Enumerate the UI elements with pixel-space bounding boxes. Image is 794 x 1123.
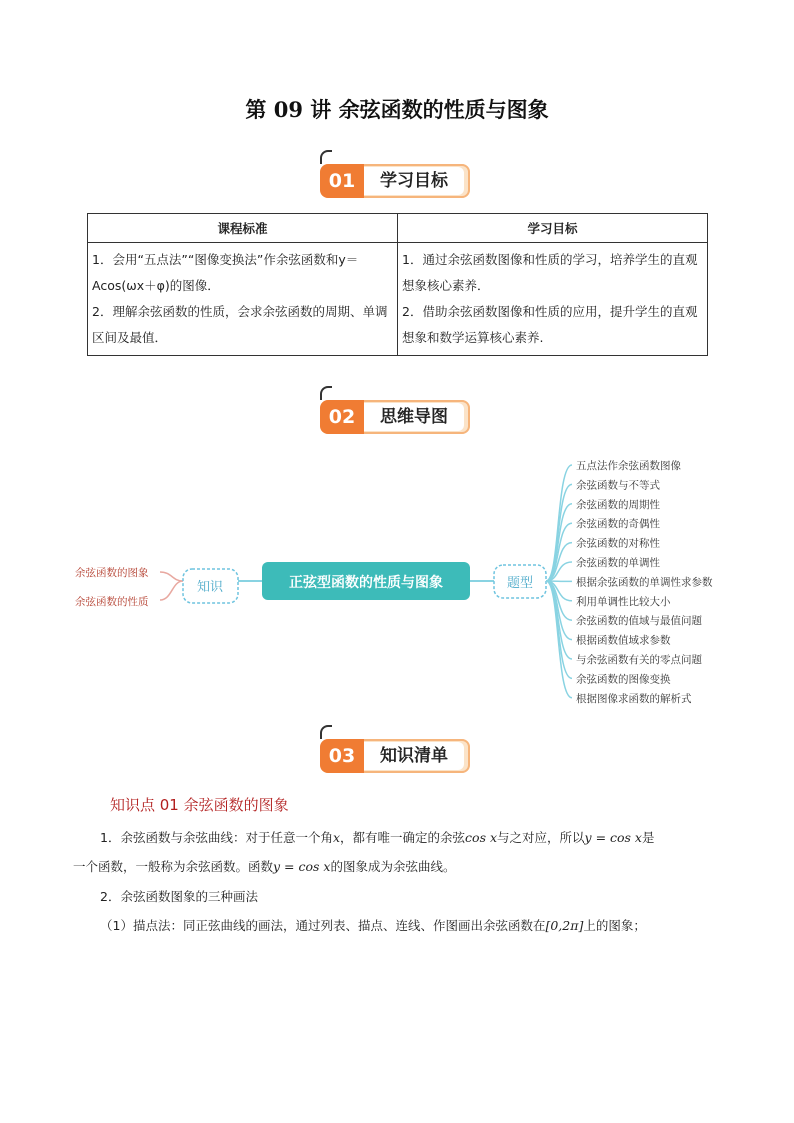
math-expr: cos x	[465, 830, 498, 845]
standard-item: 1．会用“五点法”“图像变换法”作余弦函数和y＝Acos(ωx＋φ)的图像．	[92, 252, 359, 293]
standard-item: 2．理解余弦函数的性质，会求余弦函数的周期、单调区间及最值．	[92, 304, 388, 345]
hook-icon	[320, 725, 332, 739]
mindmap-right-item: 余弦函数的图像变换	[576, 673, 671, 686]
paragraph-1-line-2	[73, 852, 713, 882]
mindmap-right-item: 与余弦函数有关的零点问题	[576, 654, 702, 666]
paragraph-1-line-1	[100, 823, 730, 853]
paragraph-2: 2．余弦函数图象的三种画法	[100, 889, 258, 904]
knowledge-point-title: 知识点 01 余弦函数的图象	[110, 796, 289, 814]
mindmap-right-item: 根据余弦函数的单调性求参数	[576, 576, 713, 589]
mindmap-right-item: 余弦函数的值域与最值问题	[576, 615, 702, 628]
goal-item: 1．通过余弦函数图像和性质的学习，培养学生的直观想象核心素养．	[402, 252, 698, 293]
table-cell-standards	[88, 243, 398, 356]
table-header: 课程标准	[88, 214, 398, 243]
mindmap-left-item: 余弦函数的性质	[75, 596, 149, 608]
mindmap-right-item: 余弦函数的周期性	[576, 498, 660, 511]
hook-icon	[320, 386, 332, 400]
goal-item: 2．借助余弦函数图像和性质的应用，提升学生的直观想象和数学运算核心素养.	[402, 304, 698, 345]
text: （1）描点法：同正弦曲线的画法，通过列表、描点、连线、作图画出余弦函数在	[100, 918, 546, 933]
section-number: 03	[320, 739, 364, 773]
section-label: 思维导图	[364, 403, 464, 431]
table-header: 学习目标	[398, 214, 708, 243]
text: 的图象成为余弦曲线。	[330, 859, 456, 874]
math-expr: y = cos x	[584, 830, 642, 845]
table-cell-goals	[398, 243, 708, 356]
mindmap-left-item: 余弦函数的图象	[75, 567, 149, 579]
section-badge-01	[320, 150, 472, 198]
goals-table	[87, 213, 708, 356]
text: 是	[641, 830, 655, 845]
mindmap-center: 正弦型函数的性质与图象	[289, 575, 443, 591]
section-number: 02	[320, 400, 364, 434]
mindmap-right-item: 余弦函数与不等式	[576, 479, 660, 492]
mindmap-right-item: 利用单调性比较大小	[576, 595, 671, 608]
mindmap-right-item: 余弦函数的对称性	[576, 537, 660, 550]
text: 1．余弦函数与余弦曲线：对于任意一个角	[100, 830, 333, 845]
mindmap-left-node: 知识	[196, 580, 224, 595]
math-expr: [0,2π]	[545, 918, 584, 933]
page-title: 第 09 讲 余弦函数的性质与图象	[245, 97, 549, 122]
math-var: x	[332, 830, 341, 845]
mindmap-right-item: 五点法作余弦函数图像	[576, 460, 681, 472]
mindmap-right-item: 根据图像求函数的解析式	[576, 692, 692, 705]
text: ，都有唯一确定的余弦	[340, 830, 466, 845]
mindmap-right-item: 余弦函数的奇偶性	[576, 518, 660, 531]
section-badge-02	[320, 386, 472, 434]
paragraph-3	[100, 911, 740, 941]
hook-icon	[320, 150, 332, 164]
mindmap-right-node: 题型	[506, 576, 534, 591]
text: 与之对应，所以	[497, 830, 585, 845]
mindmap-right-item: 根据函数值域求参数	[576, 634, 671, 647]
section-number: 01	[320, 164, 364, 198]
section-label: 学习目标	[364, 167, 464, 195]
mindmap-branch-line	[546, 581, 572, 698]
mind-map	[0, 450, 794, 710]
text: 一个函数，一般称为余弦函数。函数	[73, 859, 274, 874]
mindmap-right-item: 余弦函数的单调性	[576, 557, 660, 569]
text: 上的图象；	[583, 918, 646, 933]
section-label: 知识清单	[364, 742, 464, 770]
section-badge-03	[320, 725, 472, 773]
mindmap-branch-line	[546, 581, 572, 678]
math-expr: y = cos x	[273, 859, 331, 874]
